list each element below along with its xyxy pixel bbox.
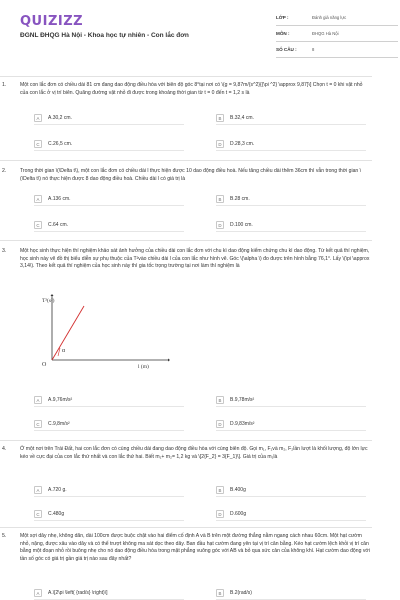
option-letter: C	[34, 140, 42, 148]
option-text: D.9,83m/s²	[230, 421, 255, 427]
option-letter: A	[34, 589, 42, 597]
option-a[interactable]	[34, 193, 184, 206]
t2-vs-length-graph	[40, 290, 170, 370]
option-c[interactable]	[34, 219, 184, 232]
y-axis-label: T²(s²)	[42, 298, 55, 304]
option-text: B.28 cm.	[230, 196, 250, 202]
option-text: B.2(rad/s)	[230, 590, 252, 596]
graph-line	[52, 306, 84, 360]
option-letter: B	[216, 486, 224, 494]
question-text: Trong thời gian \(\Delta t\), một con lắc đơn có chiều dài l thực hiện được 10 dao động điều hoà. Nếu tăng chiều dài thêm 36cm thì vẫn trong thời gian \(\Delta t\) nó thực hiện được 8 dao động điều hoà. Chiều dài l có giá trị là	[20, 168, 362, 182]
option-text: B.32,4 cm.	[230, 115, 254, 121]
meta-label: LỚP :	[276, 15, 289, 20]
divider	[0, 440, 372, 441]
option-letter: A	[34, 114, 42, 122]
option-letter: D	[216, 221, 224, 229]
option-a[interactable]	[34, 394, 184, 407]
option-c[interactable]	[34, 418, 184, 431]
y-axis-arrow	[51, 294, 54, 296]
question-text: Một học sinh thực hiện thí nghiệm khảo sát ảnh hưởng của chiều dài con lắc đơn với chu kì dao động kiểm chứng chu kì dao động. Từ kết quả thí nghiệm, học sinh này vẽ đồ thị biểu diễn sự phụ thuộc của T²vào chiều dài l của con lắc như hình vẽ. Góc \(\alpha \) đo được trên hình bằng 76,1°. Lấy \(\pi \approx 3,14\). Theo kết quả thí nghiệm của học sinh này thì gia tốc trọng trường tại nơi làm thí nghiệm là	[20, 248, 370, 270]
option-d[interactable]	[216, 418, 366, 431]
option-d[interactable]	[216, 138, 366, 151]
option-a[interactable]	[34, 484, 184, 497]
option-letter: B	[216, 195, 224, 203]
x-axis-label: l (m)	[138, 364, 149, 370]
option-text: A.30,2 cm.	[48, 115, 72, 121]
option-letter: C	[34, 221, 42, 229]
option-b[interactable]	[216, 484, 366, 497]
option-text: A.\[2\pi \left( {rad/s} \right)\]	[48, 590, 108, 596]
quizizz-logo: QUIZIZZ	[20, 14, 84, 29]
option-letter: A	[34, 396, 42, 404]
question-text: Ở một nơi trên Trái Đất, hai con lắc đơn có cùng chiều dài đang dao động điều hòa với cùng biên độ. Gọi m₁, F₁và m₂, F₂lần lượt là khối lượng, độ lớn lực kéo về cực đại của con lắc thứ nhất và con lắc thứ hai. Biết m₁+ m₂= 1,2 kg và \[2{F_2} = 3{F_1}\]. Giá trị của m₁là	[20, 446, 368, 460]
meta-value: ĐHQG Hà Nội	[312, 31, 339, 36]
meta-label: MÔN :	[276, 31, 290, 36]
meta-table	[276, 10, 398, 58]
option-b[interactable]	[216, 394, 366, 407]
option-d[interactable]	[216, 219, 366, 232]
meta-row-class	[276, 10, 398, 26]
meta-label: SỐ CÂU :	[276, 47, 297, 52]
option-a[interactable]	[34, 587, 184, 600]
question-text: Một con lắc đơn có chiều dài 81 cm đang dao động điều hòa với biên độ góc 8°tại nơi có \(g = 9,87m/{s^2}{{\pi ^2} \approx 9,87}\] Chọn t = 0 khi vật nhỏ của con lắc ở vị trí biên. Quãng đường vật nhỏ đi được trong khoảng thời gian từ t = 0 đến t = 1,2 s là	[20, 82, 363, 96]
option-text: D.600g	[230, 511, 247, 517]
option-letter: C	[34, 510, 42, 518]
meta-value: Đánh giá năng lực	[312, 15, 347, 20]
option-c[interactable]	[34, 138, 184, 151]
option-text: C.480g	[48, 511, 65, 517]
option-text: D.100 cm.	[230, 222, 253, 228]
option-b[interactable]	[216, 193, 366, 206]
option-a[interactable]	[34, 112, 184, 125]
worksheet-header	[14, 0, 386, 70]
question-number: 2.	[2, 168, 7, 174]
angle-label: α	[62, 348, 66, 354]
option-letter: A	[34, 195, 42, 203]
option-text: C.64 cm.	[48, 222, 69, 228]
option-text: A.136 cm.	[48, 196, 71, 202]
worksheet-title: ĐGNL ĐHQG Hà Nội - Khoa học tự nhiên - Con lắc đơn	[20, 32, 189, 39]
meta-row-count	[276, 42, 398, 58]
option-letter: B	[216, 589, 224, 597]
meta-value: 8	[312, 47, 315, 52]
option-text: A.720 g.	[48, 487, 67, 493]
option-letter: D	[216, 420, 224, 428]
meta-row-subject	[276, 26, 398, 42]
question-text: Một sợi dây nhẹ, không dãn, dài 100cm được buộc chặt vào hai điểm cố định A và B trên một đường thẳng nằm ngang cách nhau 60cm. Một hạt cườm nhỏ, nặng, được xâu vào dây và có thể trượt không ma sát dọc theo dây. Ban đầu hạt cườm đang yên tại vị trí cân bằng. Kéo hạt cườm lệch khỏi vị trí cân bằng một đoạn nhỏ rồi buông nhẹ cho nó dao động điều hòa trong mặt phẳng vuông góc với AB và bỏ qua sức cản của không khí. Hạt cườm dao động với tần số góc có giá trị gần giá trị nào sau đây nhất?	[20, 533, 370, 562]
divider	[0, 527, 372, 528]
option-letter: B	[216, 396, 224, 404]
divider	[0, 240, 372, 241]
divider	[0, 160, 372, 161]
question-number: 4.	[2, 446, 7, 452]
x-axis-arrow	[168, 359, 170, 362]
option-c[interactable]	[34, 508, 184, 521]
option-text: C.9,8m/s²	[48, 421, 70, 427]
divider	[0, 76, 372, 77]
question-number: 1.	[2, 82, 7, 88]
option-b[interactable]	[216, 112, 366, 125]
option-text: A.9,76m/s²	[48, 397, 73, 403]
option-d[interactable]	[216, 508, 366, 521]
option-letter: D	[216, 140, 224, 148]
option-letter: B	[216, 114, 224, 122]
question-number: 5.	[2, 533, 7, 539]
option-letter: A	[34, 486, 42, 494]
option-letter: C	[34, 420, 42, 428]
option-text: C.26,5 cm.	[48, 141, 73, 147]
option-text: B.9,78m/s²	[230, 397, 255, 403]
option-b[interactable]	[216, 587, 366, 600]
option-letter: D	[216, 510, 224, 518]
origin-label: O	[42, 362, 47, 368]
question-number: 3.	[2, 248, 7, 254]
option-text: B.400g	[230, 487, 246, 493]
option-text: D.28,3 cm.	[230, 141, 255, 147]
